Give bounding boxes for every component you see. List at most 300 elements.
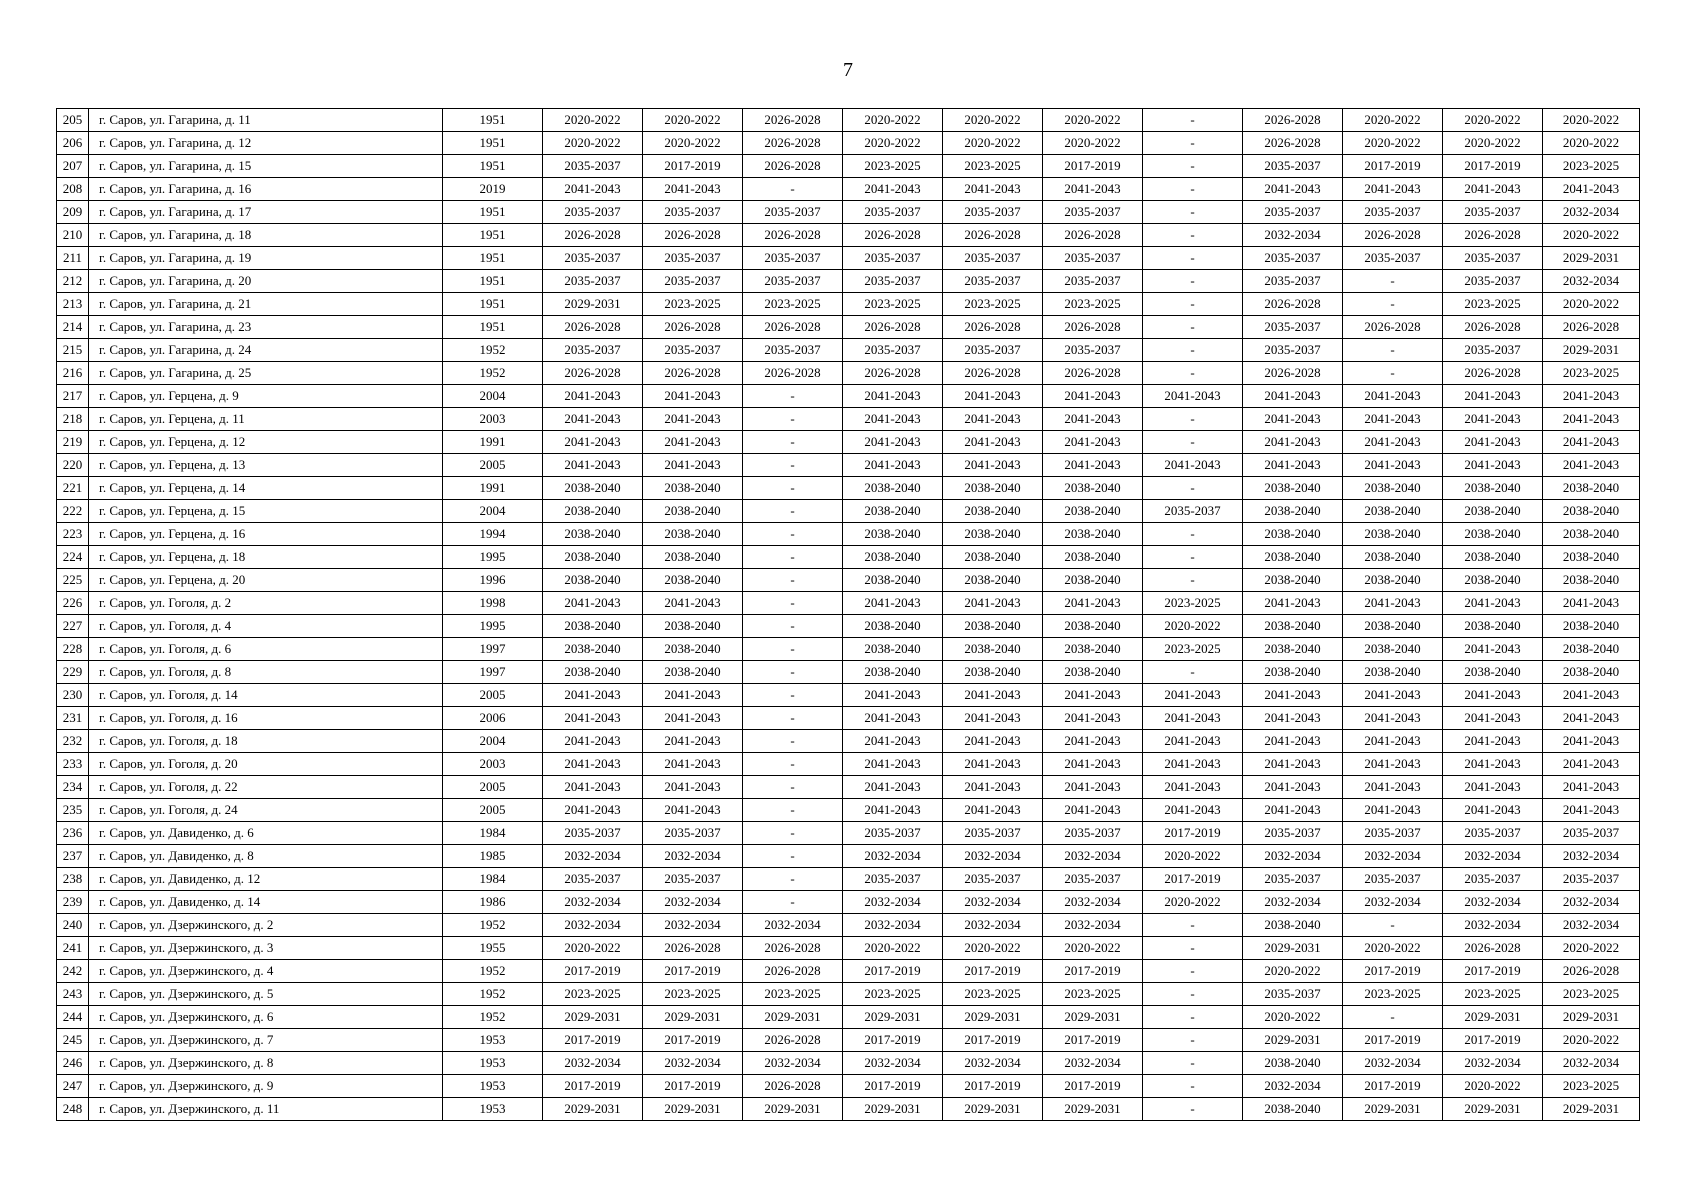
cell-year-built: 1952 xyxy=(443,362,543,385)
cell-address: г. Саров, ул. Давиденко, д. 6 xyxy=(89,822,443,845)
cell-period-3: - xyxy=(743,523,843,546)
table-body xyxy=(57,109,1640,1121)
cell-period-6: 2041-2043 xyxy=(1043,776,1143,799)
cell-period-8: 2038-2040 xyxy=(1243,523,1343,546)
cell-period-4: 2038-2040 xyxy=(843,500,943,523)
cell-period-9: 2038-2040 xyxy=(1343,638,1443,661)
cell-address: г. Саров, ул. Герцена, д. 20 xyxy=(89,569,443,592)
cell-period-11: 2029-2031 xyxy=(1543,247,1640,270)
cell-year-built: 1986 xyxy=(443,891,543,914)
cell-period-4: 2038-2040 xyxy=(843,477,943,500)
cell-period-8: 2020-2022 xyxy=(1243,960,1343,983)
cell-period-4: 2032-2034 xyxy=(843,845,943,868)
cell-period-3: 2029-2031 xyxy=(743,1006,843,1029)
table-row xyxy=(57,822,1640,845)
cell-period-2: 2041-2043 xyxy=(643,454,743,477)
cell-period-7: 2023-2025 xyxy=(1143,638,1243,661)
cell-period-2: 2035-2037 xyxy=(643,868,743,891)
cell-period-6: 2038-2040 xyxy=(1043,661,1143,684)
cell-period-8: 2038-2040 xyxy=(1243,477,1343,500)
cell-period-10: 2035-2037 xyxy=(1443,822,1543,845)
cell-period-9: 2041-2043 xyxy=(1343,776,1443,799)
cell-period-10: 2023-2025 xyxy=(1443,293,1543,316)
cell-year-built: 1996 xyxy=(443,569,543,592)
cell-row-number: 244 xyxy=(57,1006,89,1029)
cell-period-8: 2026-2028 xyxy=(1243,293,1343,316)
cell-period-6: 2026-2028 xyxy=(1043,316,1143,339)
cell-period-5: 2032-2034 xyxy=(943,1052,1043,1075)
cell-period-8: 2032-2034 xyxy=(1243,891,1343,914)
cell-period-11: 2038-2040 xyxy=(1543,477,1640,500)
cell-period-7: 2041-2043 xyxy=(1143,730,1243,753)
cell-row-number: 242 xyxy=(57,960,89,983)
cell-row-number: 232 xyxy=(57,730,89,753)
cell-period-6: 2029-2031 xyxy=(1043,1006,1143,1029)
cell-period-5: 2017-2019 xyxy=(943,1075,1043,1098)
cell-address: г. Саров, ул. Герцена, д. 14 xyxy=(89,477,443,500)
cell-period-3: - xyxy=(743,408,843,431)
table-row xyxy=(57,753,1640,776)
cell-period-2: 2026-2028 xyxy=(643,937,743,960)
cell-period-9: 2041-2043 xyxy=(1343,385,1443,408)
table-row xyxy=(57,661,1640,684)
cell-period-9: 2038-2040 xyxy=(1343,523,1443,546)
cell-period-3: 2026-2028 xyxy=(743,960,843,983)
cell-period-9: 2032-2034 xyxy=(1343,1052,1443,1075)
cell-period-6: 2035-2037 xyxy=(1043,201,1143,224)
table-row xyxy=(57,868,1640,891)
cell-period-3: - xyxy=(743,707,843,730)
cell-row-number: 235 xyxy=(57,799,89,822)
cell-period-5: 2035-2037 xyxy=(943,868,1043,891)
cell-period-2: 2029-2031 xyxy=(643,1098,743,1121)
cell-period-1: 2041-2043 xyxy=(543,178,643,201)
cell-period-3: - xyxy=(743,500,843,523)
cell-period-6: 2041-2043 xyxy=(1043,707,1143,730)
cell-row-number: 214 xyxy=(57,316,89,339)
cell-row-number: 209 xyxy=(57,201,89,224)
cell-period-5: 2035-2037 xyxy=(943,201,1043,224)
cell-period-11: 2038-2040 xyxy=(1543,500,1640,523)
cell-period-1: 2026-2028 xyxy=(543,362,643,385)
cell-period-10: 2041-2043 xyxy=(1443,753,1543,776)
cell-period-7: 2020-2022 xyxy=(1143,615,1243,638)
cell-year-built: 1998 xyxy=(443,592,543,615)
cell-year-built: 2005 xyxy=(443,454,543,477)
cell-period-11: 2020-2022 xyxy=(1543,109,1640,132)
cell-period-1: 2038-2040 xyxy=(543,477,643,500)
cell-year-built: 2003 xyxy=(443,408,543,431)
table-row xyxy=(57,454,1640,477)
cell-address: г. Саров, ул. Дзержинского, д. 2 xyxy=(89,914,443,937)
cell-period-9: 2038-2040 xyxy=(1343,477,1443,500)
cell-period-11: 2035-2037 xyxy=(1543,868,1640,891)
cell-period-8: 2029-2031 xyxy=(1243,1029,1343,1052)
cell-period-5: 2035-2037 xyxy=(943,822,1043,845)
cell-period-7: - xyxy=(1143,408,1243,431)
cell-address: г. Саров, ул. Гоголя, д. 4 xyxy=(89,615,443,638)
cell-period-3: - xyxy=(743,799,843,822)
cell-row-number: 218 xyxy=(57,408,89,431)
cell-period-9: 2035-2037 xyxy=(1343,868,1443,891)
cell-period-7: - xyxy=(1143,1029,1243,1052)
cell-period-3: - xyxy=(743,454,843,477)
cell-period-3: 2035-2037 xyxy=(743,247,843,270)
cell-period-10: 2020-2022 xyxy=(1443,1075,1543,1098)
cell-period-6: 2038-2040 xyxy=(1043,638,1143,661)
cell-period-10: 2026-2028 xyxy=(1443,316,1543,339)
cell-period-5: 2041-2043 xyxy=(943,408,1043,431)
cell-year-built: 1953 xyxy=(443,1052,543,1075)
cell-year-built: 2005 xyxy=(443,776,543,799)
cell-period-4: 2041-2043 xyxy=(843,385,943,408)
cell-period-7: 2041-2043 xyxy=(1143,753,1243,776)
cell-period-8: 2041-2043 xyxy=(1243,385,1343,408)
cell-period-2: 2038-2040 xyxy=(643,546,743,569)
cell-period-5: 2041-2043 xyxy=(943,178,1043,201)
cell-period-1: 2038-2040 xyxy=(543,661,643,684)
cell-period-3: - xyxy=(743,753,843,776)
cell-period-11: 2041-2043 xyxy=(1543,753,1640,776)
cell-period-1: 2035-2037 xyxy=(543,247,643,270)
cell-period-6: 2041-2043 xyxy=(1043,431,1143,454)
cell-row-number: 221 xyxy=(57,477,89,500)
cell-address: г. Саров, ул. Гоголя, д. 18 xyxy=(89,730,443,753)
cell-period-6: 2032-2034 xyxy=(1043,914,1143,937)
cell-period-1: 2041-2043 xyxy=(543,776,643,799)
cell-period-1: 2029-2031 xyxy=(543,1098,643,1121)
cell-period-8: 2035-2037 xyxy=(1243,270,1343,293)
cell-period-11: 2032-2034 xyxy=(1543,845,1640,868)
cell-row-number: 229 xyxy=(57,661,89,684)
cell-period-11: 2038-2040 xyxy=(1543,615,1640,638)
cell-period-8: 2041-2043 xyxy=(1243,730,1343,753)
table-row xyxy=(57,1098,1640,1121)
cell-row-number: 219 xyxy=(57,431,89,454)
cell-period-4: 2041-2043 xyxy=(843,408,943,431)
cell-year-built: 2005 xyxy=(443,684,543,707)
cell-period-11: 2032-2034 xyxy=(1543,270,1640,293)
cell-period-9: 2041-2043 xyxy=(1343,592,1443,615)
cell-period-3: - xyxy=(743,730,843,753)
cell-period-4: 2041-2043 xyxy=(843,592,943,615)
cell-period-11: 2020-2022 xyxy=(1543,1029,1640,1052)
cell-period-4: 2041-2043 xyxy=(843,454,943,477)
cell-year-built: 1995 xyxy=(443,615,543,638)
cell-period-4: 2041-2043 xyxy=(843,730,943,753)
cell-period-1: 2041-2043 xyxy=(543,799,643,822)
cell-period-6: 2032-2034 xyxy=(1043,891,1143,914)
cell-period-7: 2017-2019 xyxy=(1143,822,1243,845)
table-row xyxy=(57,1075,1640,1098)
cell-period-9: 2017-2019 xyxy=(1343,1075,1443,1098)
cell-period-10: 2038-2040 xyxy=(1443,477,1543,500)
cell-period-11: 2038-2040 xyxy=(1543,569,1640,592)
cell-period-7: - xyxy=(1143,155,1243,178)
cell-row-number: 206 xyxy=(57,132,89,155)
cell-period-5: 2020-2022 xyxy=(943,109,1043,132)
cell-period-6: 2041-2043 xyxy=(1043,408,1143,431)
cell-period-3: - xyxy=(743,569,843,592)
cell-period-4: 2035-2037 xyxy=(843,201,943,224)
cell-period-5: 2017-2019 xyxy=(943,960,1043,983)
cell-period-5: 2032-2034 xyxy=(943,914,1043,937)
cell-period-3: - xyxy=(743,868,843,891)
cell-period-2: 2026-2028 xyxy=(643,224,743,247)
cell-year-built: 2005 xyxy=(443,799,543,822)
table-row xyxy=(57,431,1640,454)
cell-row-number: 243 xyxy=(57,983,89,1006)
cell-period-7: - xyxy=(1143,983,1243,1006)
table-row xyxy=(57,983,1640,1006)
cell-period-5: 2038-2040 xyxy=(943,477,1043,500)
cell-period-9: 2023-2025 xyxy=(1343,983,1443,1006)
cell-period-7: - xyxy=(1143,937,1243,960)
table-row xyxy=(57,500,1640,523)
cell-year-built: 1951 xyxy=(443,224,543,247)
cell-year-built: 1952 xyxy=(443,339,543,362)
cell-period-9: 2035-2037 xyxy=(1343,247,1443,270)
table-row xyxy=(57,1006,1640,1029)
cell-period-5: 2041-2043 xyxy=(943,753,1043,776)
cell-period-9: 2041-2043 xyxy=(1343,684,1443,707)
cell-period-9: 2029-2031 xyxy=(1343,1098,1443,1121)
cell-period-1: 2020-2022 xyxy=(543,937,643,960)
cell-year-built: 1952 xyxy=(443,983,543,1006)
cell-period-3: 2023-2025 xyxy=(743,983,843,1006)
cell-period-5: 2032-2034 xyxy=(943,845,1043,868)
cell-address: г. Саров, ул. Герцена, д. 12 xyxy=(89,431,443,454)
cell-period-3: 2035-2037 xyxy=(743,270,843,293)
cell-period-1: 2020-2022 xyxy=(543,109,643,132)
cell-period-7: - xyxy=(1143,569,1243,592)
table-row xyxy=(57,1029,1640,1052)
cell-period-7: - xyxy=(1143,316,1243,339)
cell-period-9: 2038-2040 xyxy=(1343,500,1443,523)
cell-year-built: 1951 xyxy=(443,155,543,178)
cell-year-built: 2004 xyxy=(443,730,543,753)
cell-period-9: 2026-2028 xyxy=(1343,224,1443,247)
cell-period-3: - xyxy=(743,385,843,408)
cell-period-1: 2035-2037 xyxy=(543,155,643,178)
cell-period-9: 2017-2019 xyxy=(1343,960,1443,983)
cell-period-7: 2020-2022 xyxy=(1143,891,1243,914)
cell-period-6: 2041-2043 xyxy=(1043,730,1143,753)
cell-period-9: 2035-2037 xyxy=(1343,201,1443,224)
cell-year-built: 1991 xyxy=(443,477,543,500)
cell-period-1: 2038-2040 xyxy=(543,523,643,546)
cell-period-9: 2020-2022 xyxy=(1343,937,1443,960)
cell-period-10: 2035-2037 xyxy=(1443,868,1543,891)
cell-period-1: 2032-2034 xyxy=(543,891,643,914)
cell-address: г. Саров, ул. Гоголя, д. 22 xyxy=(89,776,443,799)
table-row xyxy=(57,201,1640,224)
cell-address: г. Саров, ул. Гагарина, д. 20 xyxy=(89,270,443,293)
cell-address: г. Саров, ул. Дзержинского, д. 3 xyxy=(89,937,443,960)
cell-period-1: 2032-2034 xyxy=(543,914,643,937)
cell-period-3: - xyxy=(743,431,843,454)
cell-period-4: 2038-2040 xyxy=(843,638,943,661)
cell-period-6: 2035-2037 xyxy=(1043,868,1143,891)
cell-period-2: 2038-2040 xyxy=(643,569,743,592)
cell-address: г. Саров, ул. Дзержинского, д. 11 xyxy=(89,1098,443,1121)
cell-period-8: 2041-2043 xyxy=(1243,753,1343,776)
repair-schedule-table xyxy=(56,108,1640,1121)
cell-period-10: 2023-2025 xyxy=(1443,983,1543,1006)
cell-period-11: 2023-2025 xyxy=(1543,362,1640,385)
page-number: 7 xyxy=(843,59,853,81)
cell-period-3: 2026-2028 xyxy=(743,109,843,132)
cell-period-1: 2017-2019 xyxy=(543,1075,643,1098)
cell-period-3: 2026-2028 xyxy=(743,937,843,960)
cell-period-1: 2035-2037 xyxy=(543,270,643,293)
cell-period-9: - xyxy=(1343,339,1443,362)
cell-period-2: 2035-2037 xyxy=(643,201,743,224)
cell-period-7: - xyxy=(1143,1006,1243,1029)
cell-period-3: 2026-2028 xyxy=(743,155,843,178)
cell-period-8: 2041-2043 xyxy=(1243,776,1343,799)
cell-period-1: 2032-2034 xyxy=(543,1052,643,1075)
cell-period-11: 2038-2040 xyxy=(1543,661,1640,684)
cell-period-5: 2035-2037 xyxy=(943,339,1043,362)
cell-period-5: 2026-2028 xyxy=(943,316,1043,339)
cell-period-7: 2041-2043 xyxy=(1143,776,1243,799)
cell-address: г. Саров, ул. Герцена, д. 15 xyxy=(89,500,443,523)
cell-period-8: 2038-2040 xyxy=(1243,546,1343,569)
cell-period-2: 2020-2022 xyxy=(643,132,743,155)
cell-period-7: - xyxy=(1143,247,1243,270)
cell-period-3: - xyxy=(743,661,843,684)
cell-period-9: 2017-2019 xyxy=(1343,1029,1443,1052)
cell-period-2: 2020-2022 xyxy=(643,109,743,132)
cell-period-9: 2038-2040 xyxy=(1343,569,1443,592)
cell-row-number: 238 xyxy=(57,868,89,891)
cell-period-1: 2041-2043 xyxy=(543,592,643,615)
table-row xyxy=(57,316,1640,339)
cell-period-8: 2035-2037 xyxy=(1243,339,1343,362)
cell-address: г. Саров, ул. Дзержинского, д. 5 xyxy=(89,983,443,1006)
cell-period-5: 2035-2037 xyxy=(943,247,1043,270)
cell-period-10: 2038-2040 xyxy=(1443,546,1543,569)
cell-period-3: 2026-2028 xyxy=(743,224,843,247)
cell-period-11: 2038-2040 xyxy=(1543,638,1640,661)
cell-period-5: 2023-2025 xyxy=(943,983,1043,1006)
cell-period-3: - xyxy=(743,845,843,868)
cell-period-9: 2041-2043 xyxy=(1343,408,1443,431)
cell-period-10: 2020-2022 xyxy=(1443,132,1543,155)
cell-period-8: 2020-2022 xyxy=(1243,1006,1343,1029)
cell-period-9: - xyxy=(1343,270,1443,293)
cell-period-7: 2017-2019 xyxy=(1143,868,1243,891)
cell-year-built: 1953 xyxy=(443,1029,543,1052)
cell-period-11: 2032-2034 xyxy=(1543,914,1640,937)
cell-period-7: - xyxy=(1143,914,1243,937)
cell-period-8: 2038-2040 xyxy=(1243,638,1343,661)
table-row xyxy=(57,224,1640,247)
cell-year-built: 2019 xyxy=(443,178,543,201)
cell-period-10: 2041-2043 xyxy=(1443,638,1543,661)
cell-row-number: 207 xyxy=(57,155,89,178)
cell-period-4: 2041-2043 xyxy=(843,776,943,799)
cell-period-2: 2041-2043 xyxy=(643,592,743,615)
table-row xyxy=(57,776,1640,799)
cell-period-9: 2038-2040 xyxy=(1343,615,1443,638)
cell-period-9: 2041-2043 xyxy=(1343,730,1443,753)
cell-period-11: 2041-2043 xyxy=(1543,730,1640,753)
cell-period-6: 2023-2025 xyxy=(1043,983,1143,1006)
cell-period-11: 2041-2043 xyxy=(1543,684,1640,707)
cell-period-10: 2017-2019 xyxy=(1443,960,1543,983)
cell-period-4: 2038-2040 xyxy=(843,546,943,569)
cell-period-11: 2041-2043 xyxy=(1543,385,1640,408)
cell-address: г. Саров, ул. Гагарина, д. 18 xyxy=(89,224,443,247)
cell-period-6: 2020-2022 xyxy=(1043,132,1143,155)
cell-period-8: 2038-2040 xyxy=(1243,569,1343,592)
cell-period-10: 2017-2019 xyxy=(1443,1029,1543,1052)
cell-period-2: 2026-2028 xyxy=(643,316,743,339)
cell-period-9: 2041-2043 xyxy=(1343,431,1443,454)
cell-period-8: 2038-2040 xyxy=(1243,661,1343,684)
cell-period-7: 2035-2037 xyxy=(1143,500,1243,523)
cell-period-1: 2038-2040 xyxy=(543,500,643,523)
cell-period-4: 2032-2034 xyxy=(843,1052,943,1075)
cell-year-built: 2004 xyxy=(443,385,543,408)
cell-period-8: 2041-2043 xyxy=(1243,178,1343,201)
cell-period-9: 2038-2040 xyxy=(1343,546,1443,569)
cell-period-7: 2020-2022 xyxy=(1143,845,1243,868)
cell-period-7: - xyxy=(1143,178,1243,201)
table-row xyxy=(57,845,1640,868)
cell-period-5: 2041-2043 xyxy=(943,592,1043,615)
cell-period-9: 2041-2043 xyxy=(1343,799,1443,822)
cell-period-6: 2038-2040 xyxy=(1043,500,1143,523)
cell-period-1: 2035-2037 xyxy=(543,822,643,845)
cell-period-1: 2026-2028 xyxy=(543,224,643,247)
cell-period-3: 2023-2025 xyxy=(743,293,843,316)
cell-period-8: 2038-2040 xyxy=(1243,1052,1343,1075)
cell-year-built: 2003 xyxy=(443,753,543,776)
cell-period-2: 2017-2019 xyxy=(643,155,743,178)
cell-period-10: 2026-2028 xyxy=(1443,937,1543,960)
cell-period-10: 2029-2031 xyxy=(1443,1006,1543,1029)
table-row xyxy=(57,155,1640,178)
cell-row-number: 230 xyxy=(57,684,89,707)
cell-period-3: 2026-2028 xyxy=(743,132,843,155)
cell-year-built: 1955 xyxy=(443,937,543,960)
cell-period-11: 2020-2022 xyxy=(1543,132,1640,155)
cell-period-6: 2041-2043 xyxy=(1043,592,1143,615)
cell-period-5: 2041-2043 xyxy=(943,799,1043,822)
cell-period-3: 2032-2034 xyxy=(743,1052,843,1075)
cell-address: г. Саров, ул. Гагарина, д. 25 xyxy=(89,362,443,385)
cell-period-3: - xyxy=(743,776,843,799)
cell-year-built: 2006 xyxy=(443,707,543,730)
cell-period-5: 2038-2040 xyxy=(943,569,1043,592)
cell-period-10: 2035-2037 xyxy=(1443,270,1543,293)
cell-period-7: 2023-2025 xyxy=(1143,592,1243,615)
cell-period-6: 2038-2040 xyxy=(1043,569,1143,592)
cell-period-4: 2023-2025 xyxy=(843,983,943,1006)
cell-period-5: 2032-2034 xyxy=(943,891,1043,914)
cell-period-8: 2026-2028 xyxy=(1243,362,1343,385)
cell-row-number: 213 xyxy=(57,293,89,316)
cell-period-6: 2017-2019 xyxy=(1043,1029,1143,1052)
table-row xyxy=(57,477,1640,500)
cell-year-built: 1984 xyxy=(443,868,543,891)
cell-period-10: 2035-2037 xyxy=(1443,339,1543,362)
cell-period-3: - xyxy=(743,822,843,845)
cell-period-2: 2041-2043 xyxy=(643,776,743,799)
